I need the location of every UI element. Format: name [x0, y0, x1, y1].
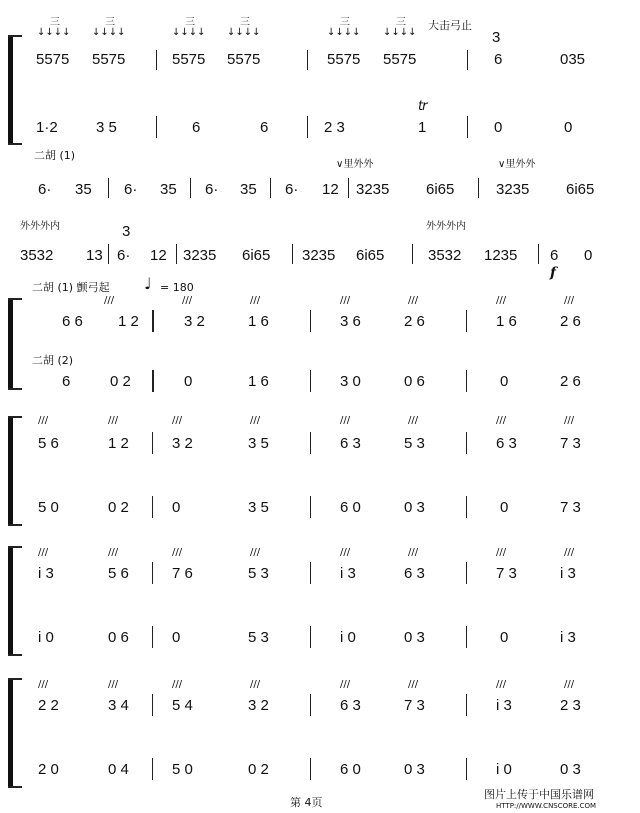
barline	[292, 244, 293, 264]
trill-mark: tr	[418, 99, 427, 114]
tremolo-slash: ///	[564, 679, 575, 690]
note-group: 0 2	[248, 761, 269, 778]
instrument-label: 二胡 (2)	[32, 354, 74, 367]
note-group: 6·	[285, 181, 299, 198]
note-group: 5 3	[248, 565, 269, 582]
tremolo-mark: ↓↓↓↓	[227, 27, 261, 38]
tremolo-mark: ↓↓↓↓	[383, 27, 417, 38]
note-group: 1 2	[108, 435, 129, 452]
barline	[466, 310, 467, 332]
system4-bracket-top	[8, 298, 22, 300]
tremolo-slash: ///	[408, 547, 419, 558]
barline	[310, 694, 311, 716]
note-group: 7 3	[404, 697, 425, 714]
note-group: 6·	[38, 181, 52, 198]
tremolo-count: 三	[340, 17, 350, 28]
note-group: i 3	[560, 629, 576, 646]
barline	[152, 562, 153, 584]
barline	[310, 310, 311, 332]
tremolo-mark: ↓↓↓↓	[327, 27, 361, 38]
barline	[108, 244, 109, 264]
tremolo-slash: ///	[250, 547, 261, 558]
system7-bracket-top	[8, 678, 22, 680]
note-group: 6	[62, 373, 71, 390]
note-group: 0 2	[108, 499, 129, 516]
tremolo-slash: ///	[496, 547, 507, 558]
note-group: 5575	[327, 51, 361, 68]
note-group: 5 3	[404, 435, 425, 452]
note-group: 0 3	[404, 499, 425, 516]
note-group: i 0	[496, 761, 512, 778]
note-group: 3 5	[248, 435, 269, 452]
note-group: 6 3	[496, 435, 517, 452]
barline	[466, 370, 467, 392]
note-group: 2 6	[560, 373, 581, 390]
note-group: 6 3	[404, 565, 425, 582]
note-group: 6	[192, 119, 201, 136]
tremolo-count: 三	[185, 17, 195, 28]
tremolo-slash: ///	[564, 295, 575, 306]
tremolo-count: 三	[50, 17, 60, 28]
barline	[152, 432, 153, 454]
tremolo-slash: ///	[104, 295, 115, 306]
note-group: 0	[584, 247, 593, 264]
barline	[152, 758, 153, 780]
note-group: 35	[160, 181, 177, 198]
tremolo-slash: ///	[408, 295, 419, 306]
note-group: 0 6	[404, 373, 425, 390]
tremolo-mark: ↓↓↓↓	[37, 27, 71, 38]
note-group: 12	[322, 181, 339, 198]
note-group: 0 3	[560, 761, 581, 778]
note-group: 6 6	[62, 313, 83, 330]
watermark-text: 图片上传于中国乐谱网	[484, 788, 594, 801]
note-group: 3 5	[248, 499, 269, 516]
tremolo-slash: ///	[250, 415, 261, 426]
note-group: 035	[560, 51, 586, 68]
note-group: 2 2	[38, 697, 59, 714]
note-group: 2 3	[324, 119, 345, 136]
barline	[467, 50, 468, 70]
barline	[466, 626, 467, 648]
instruction-text: 大击弓止	[428, 19, 472, 32]
note-group: 3 2	[184, 313, 205, 330]
note-group: i 3	[560, 565, 576, 582]
barline	[270, 178, 271, 198]
tremolo-slash: ///	[182, 295, 193, 306]
bowing-text: 外外外内	[20, 221, 60, 232]
note-group: 1 6	[496, 313, 517, 330]
note-group: 5 4	[172, 697, 193, 714]
barline	[412, 244, 413, 264]
note-group: 0	[500, 629, 509, 646]
note-group: 0 2	[110, 373, 131, 390]
note-group: 0	[172, 629, 181, 646]
note-group: 5575	[172, 51, 206, 68]
system5-bracket	[8, 416, 13, 526]
note-group: i 3	[496, 697, 512, 714]
tremolo-slash: ///	[38, 679, 49, 690]
note-group: i 3	[340, 565, 356, 582]
note-group: 6	[494, 51, 503, 68]
tremolo-slash: ///	[108, 679, 119, 690]
barline	[538, 244, 539, 264]
barline	[310, 758, 311, 780]
barline	[310, 496, 311, 518]
note-group: 5575	[92, 51, 126, 68]
note-group: 2 6	[560, 313, 581, 330]
note-group: 3 4	[108, 697, 129, 714]
note-group: 12	[150, 247, 167, 264]
note-group: 6	[260, 119, 269, 136]
note-group: 0 3	[404, 629, 425, 646]
note-group: 3 0	[340, 373, 361, 390]
barline	[156, 116, 157, 138]
note-group: 0	[184, 373, 193, 390]
tremolo-slash: ///	[172, 547, 183, 558]
barline	[152, 694, 153, 716]
note-group: 0 4	[108, 761, 129, 778]
tremolo-slash: ///	[564, 547, 575, 558]
tremolo-slash: ///	[38, 547, 49, 558]
note-group: 1 2	[118, 313, 139, 330]
instrument-label: 二胡 (1) 颤弓起	[32, 281, 110, 294]
note-group: 3 2	[172, 435, 193, 452]
tremolo-slash: ///	[172, 415, 183, 426]
note-group: 3 5	[96, 119, 117, 136]
note-group: 1	[418, 119, 427, 136]
tremolo-slash: ///	[496, 295, 507, 306]
bowing-text: ∨里外外	[336, 159, 374, 170]
system5-bracket-top	[8, 416, 22, 418]
tempo-note-icon: ♩	[144, 274, 152, 293]
system1-bracket-bottom	[8, 143, 22, 145]
tremolo-slash: ///	[250, 679, 261, 690]
note-group: 1 6	[248, 313, 269, 330]
note-group: 0	[500, 499, 509, 516]
note-group: 7 3	[560, 499, 581, 516]
note-group: 1·2	[36, 119, 58, 136]
note-group: 3 6	[340, 313, 361, 330]
tremolo-slash: ///	[340, 679, 351, 690]
note-group: 0	[500, 373, 509, 390]
note-group: 3532	[428, 247, 462, 264]
note-group: 0 6	[108, 629, 129, 646]
barline	[307, 50, 308, 70]
barline	[466, 432, 467, 454]
tremolo-count: 三	[105, 17, 115, 28]
note-group: 5575	[383, 51, 417, 68]
note-group: 13	[86, 247, 103, 264]
note-group: i 0	[340, 629, 356, 646]
note-group: 6i65	[356, 247, 385, 264]
note-group: 6i65	[566, 181, 595, 198]
dynamic-mark: f	[550, 265, 557, 281]
system6-bracket	[8, 546, 13, 656]
note-group: 0	[494, 119, 503, 136]
note-group: 35	[75, 181, 92, 198]
note-group: 6·	[124, 181, 138, 198]
tremolo-slash: ///	[250, 295, 261, 306]
note-group: 6 0	[340, 761, 361, 778]
note-group: 5 3	[248, 629, 269, 646]
note-group: 5 0	[172, 761, 193, 778]
tremolo-slash: ///	[38, 415, 49, 426]
tremolo-count: 三	[396, 17, 406, 28]
note-group: i 3	[38, 565, 54, 582]
tremolo-count: 三	[240, 17, 250, 28]
tremolo-slash: ///	[408, 679, 419, 690]
tremolo-slash: ///	[496, 679, 507, 690]
note-group: 6	[550, 247, 559, 264]
tremolo-slash: ///	[108, 415, 119, 426]
note-group: 35	[240, 181, 257, 198]
note-group: 1 6	[248, 373, 269, 390]
note-group: 3 2	[248, 697, 269, 714]
barline	[156, 50, 157, 70]
tremolo-slash: ///	[340, 415, 351, 426]
note-group: 5575	[36, 51, 70, 68]
barline	[466, 758, 467, 780]
note-group: 7 3	[560, 435, 581, 452]
barline	[466, 496, 467, 518]
tremolo-slash: ///	[496, 415, 507, 426]
note-group: 6 0	[340, 499, 361, 516]
note-group: 6 3	[340, 435, 361, 452]
barline	[176, 244, 177, 264]
barline	[467, 116, 468, 138]
system5-bracket-bottom	[8, 524, 22, 526]
bowing-text: 外外外内	[426, 221, 466, 232]
bowing-text: ∨里外外	[498, 159, 536, 170]
note-group: 3532	[20, 247, 54, 264]
note-group: 3235	[356, 181, 390, 198]
system4-bracket	[8, 298, 13, 390]
barline	[152, 496, 153, 518]
tremolo-mark: ↓↓↓↓	[172, 27, 206, 38]
note-group: 2 0	[38, 761, 59, 778]
note-group: 2 6	[404, 313, 425, 330]
barline	[310, 432, 311, 454]
instrument-label: 二胡 (1)	[34, 149, 76, 162]
tremolo-mark: ↓↓↓↓	[92, 27, 126, 38]
repeat-barline	[152, 370, 154, 392]
system1-bracket-top	[8, 35, 22, 37]
barline	[310, 370, 311, 392]
barline	[310, 626, 311, 648]
tremolo-slash: ///	[564, 415, 575, 426]
barline	[348, 178, 349, 198]
tremolo-slash: ///	[340, 295, 351, 306]
tremolo-slash: ///	[172, 679, 183, 690]
note-group: 7 6	[172, 565, 193, 582]
barline	[108, 178, 109, 198]
note-superscript: 3	[122, 223, 131, 240]
barline	[478, 178, 479, 198]
system7-bracket	[8, 678, 13, 788]
note-group: 6 3	[340, 697, 361, 714]
barline	[310, 562, 311, 584]
barline	[466, 694, 467, 716]
tremolo-slash: ///	[108, 547, 119, 558]
barline	[152, 626, 153, 648]
note-group: 1235	[484, 247, 518, 264]
note-superscript: 3	[492, 29, 501, 46]
system7-bracket-bottom	[8, 786, 22, 788]
note-group: i 0	[38, 629, 54, 646]
watermark-url: HTTP://WWW.CNSCORE.COM	[496, 802, 597, 810]
note-group: 6·	[205, 181, 219, 198]
note-group: 0	[564, 119, 573, 136]
tremolo-slash: ///	[340, 547, 351, 558]
barline	[190, 178, 191, 198]
note-group: 5 6	[108, 565, 129, 582]
note-group: 5575	[227, 51, 261, 68]
note-group: 5 0	[38, 499, 59, 516]
system4-bracket-bottom	[8, 388, 22, 390]
barline	[307, 116, 308, 138]
system6-bracket-bottom	[8, 654, 22, 656]
barline	[466, 562, 467, 584]
page-number: 第 4页	[290, 796, 323, 809]
tempo-mark: = 180	[160, 281, 194, 294]
note-group: 2 3	[560, 697, 581, 714]
note-group: 6·	[117, 247, 131, 264]
repeat-barline	[152, 310, 154, 332]
note-group: 6i65	[242, 247, 271, 264]
note-group: 3235	[183, 247, 217, 264]
note-group: 7 3	[496, 565, 517, 582]
note-group: 3235	[302, 247, 336, 264]
note-group: 0 3	[404, 761, 425, 778]
tremolo-slash: ///	[408, 415, 419, 426]
note-group: 5 6	[38, 435, 59, 452]
system6-bracket-top	[8, 546, 22, 548]
note-group: 6i65	[426, 181, 455, 198]
note-group: 3235	[496, 181, 530, 198]
note-group: 0	[172, 499, 181, 516]
system1-bracket	[8, 35, 13, 145]
